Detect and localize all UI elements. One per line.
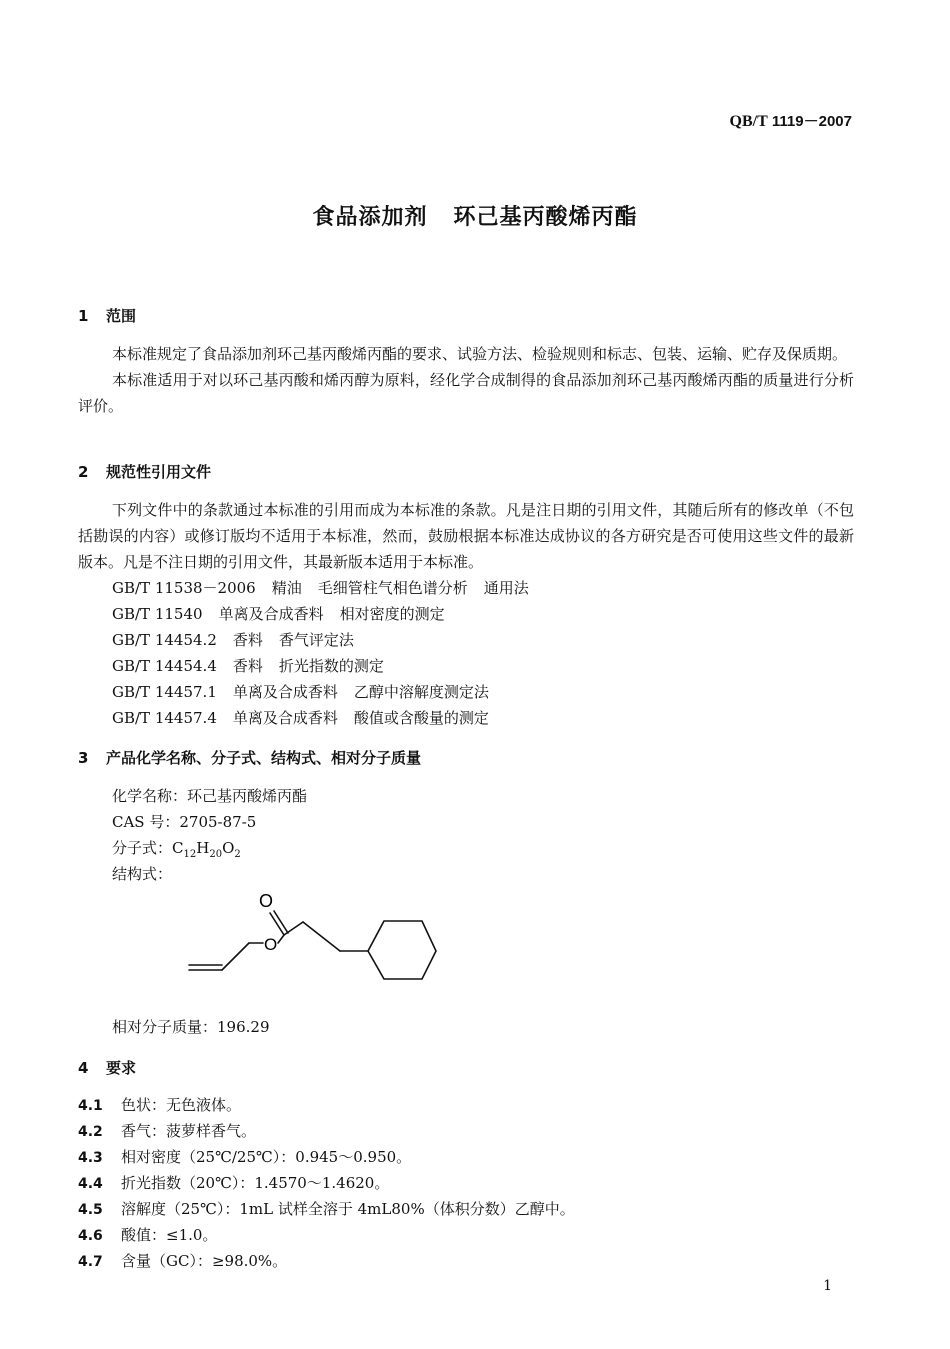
formula-label: 分子式：: [112, 839, 173, 857]
requirement-item: [78, 1224, 217, 1245]
structural-formula-diagram: [180, 885, 450, 985]
cas-label: CAS 号：: [112, 813, 180, 831]
reference-item: [112, 603, 445, 624]
allyl-chain-bond: [222, 943, 249, 970]
section-3-number: 3: [78, 749, 89, 767]
section-2-number: 2: [78, 463, 89, 481]
formula-o-count: 2: [234, 849, 241, 860]
reference-code: GB/T 14454.4: [112, 657, 217, 675]
ester-oxygen-label: O: [264, 935, 278, 954]
chemical-name-value: 环己基丙酸烯丙酯: [187, 787, 308, 805]
section-1-paragraph-2: 本标准适用于对以环己基丙酸和烯丙醇为原料，经化学合成制得的食品添加剂环己基丙酸烯丙酯的质量进行分析评价。: [78, 371, 854, 415]
formula-h-count: 20: [209, 849, 223, 860]
requirement-number: 4.7: [78, 1254, 103, 1270]
reference-part-c: 通用法: [483, 579, 529, 597]
requirement-text: 溶解度（25℃）：1mL 试样全溶于 4mL80%（体积分数）乙醇中。: [121, 1200, 575, 1218]
requirement-item: [78, 1172, 389, 1193]
reference-part-a: 香料: [232, 657, 263, 675]
reference-code: GB/T 14457.4: [112, 709, 217, 727]
requirement-text: 香气：菠萝样香气。: [121, 1122, 257, 1140]
chain-bond-1: [284, 922, 303, 935]
requirement-text: 折光指数（20℃）：1.4570～1.4620。: [121, 1174, 390, 1192]
standard-code: 1119－2007: [771, 113, 852, 130]
structure-label: 结构式：: [112, 865, 173, 883]
reference-code: GB/T 11540: [112, 605, 203, 623]
section-1-heading: [78, 305, 136, 326]
standard-number: [730, 110, 853, 131]
page-title: [0, 200, 950, 231]
cyclohexane-ring: [368, 921, 436, 979]
page-number: 1: [823, 1278, 832, 1294]
reference-part-a: 单离及合成香料: [218, 605, 324, 623]
requirement-number: 4.1: [78, 1098, 103, 1114]
title-part-2: 环己基丙酸烯丙酯: [453, 205, 638, 230]
chain-bond-2: [303, 922, 340, 951]
requirement-text: 含量（GC）：≥98.0%。: [121, 1252, 288, 1270]
section-2-body: [78, 497, 854, 575]
chemical-name-label: 化学名称：: [112, 787, 188, 805]
section-1-number: 1: [78, 307, 89, 325]
requirement-item: [78, 1250, 287, 1271]
requirement-number: 4.5: [78, 1202, 103, 1218]
formula-line: [112, 837, 241, 860]
reference-part-b: 毛细管柱气相色谱分析: [317, 579, 468, 597]
requirement-item: [78, 1120, 256, 1141]
reference-part-b: 相对密度的测定: [339, 605, 445, 623]
section-4-title: 要求: [106, 1059, 137, 1077]
reference-part-b: 酸值或含酸量的测定: [353, 709, 489, 727]
section-4-heading: [78, 1057, 136, 1078]
reference-item: [112, 655, 384, 676]
requirement-item: [78, 1198, 575, 1219]
o-carbonyl-bond: [278, 935, 284, 943]
reference-item: [112, 707, 489, 728]
requirement-text: 酸值：≤1.0。: [121, 1226, 218, 1244]
requirement-item: [78, 1146, 411, 1167]
requirement-number: 4.3: [78, 1150, 103, 1166]
section-1-title: 范围: [106, 307, 137, 325]
formula-c: C: [172, 839, 184, 857]
reference-part-b: 香气评定法: [278, 631, 354, 649]
section-2-title: 规范性引用文件: [106, 463, 212, 481]
title-part-1: 食品添加剂: [312, 205, 428, 230]
molecular-mass-line: [112, 1016, 270, 1037]
reference-code: GB/T 14457.1: [112, 683, 217, 701]
carbonyl-oxygen-label: O: [259, 891, 274, 911]
reference-item: [112, 681, 489, 702]
formula-o: O: [222, 839, 235, 857]
section-1-paragraph-1: 本标准规定了食品添加剂环己基丙酸烯丙酯的要求、试验方法、检验规则和标志、包装、运输、贮存及保质期。: [112, 345, 848, 363]
formula-c-count: 12: [183, 849, 197, 860]
reference-code: GB/T 14454.2: [112, 631, 217, 649]
section-4-number: 4: [78, 1059, 89, 1077]
cas-line: [112, 811, 256, 832]
section-1-body: [78, 341, 854, 419]
reference-part-a: 单离及合成香料: [232, 683, 338, 701]
reference-part-b: 乙醇中溶解度测定法: [353, 683, 489, 701]
section-2-heading: [78, 461, 211, 482]
reference-part-a: 精油: [271, 579, 302, 597]
formula-h: H: [196, 839, 210, 857]
cas-value: 2705-87-5: [179, 813, 257, 831]
requirement-text: 色状：无色液体。: [121, 1096, 242, 1114]
reference-part-a: 单离及合成香料: [232, 709, 338, 727]
standard-prefix: QB/T: [729, 113, 768, 130]
molecular-mass-value: 196.29: [217, 1018, 270, 1036]
section-2-paragraph-1: 下列文件中的条款通过本标准的引用而成为本标准的条款。凡是注日期的引用文件，其随后所有的修改单（不包括勘误的内容）或修订版均不适用于本标准，然而，鼓励根据本标准达成协议的各方研究是否可使用这些文件的最新版本。凡是不注日期的引用文件，其最新版本适用于本标准。: [78, 501, 854, 571]
requirement-item: [78, 1094, 241, 1115]
requirement-number: 4.2: [78, 1124, 103, 1140]
reference-code: GB/T 11538－2006: [112, 579, 256, 597]
requirement-number: 4.6: [78, 1228, 103, 1244]
section-3-heading: [78, 747, 421, 768]
reference-item: [112, 577, 529, 598]
reference-item: [112, 629, 354, 650]
molecular-formula: [172, 839, 241, 860]
chemical-name-line: [112, 785, 307, 806]
section-3-title: 产品化学名称、分子式、结构式、相对分子质量: [106, 749, 422, 767]
molecular-mass-label: 相对分子质量：: [112, 1018, 218, 1036]
reference-part-a: 香料: [232, 631, 263, 649]
reference-part-b: 折光指数的测定: [278, 657, 384, 675]
requirement-text: 相对密度（25℃/25℃）：0.945～0.950。: [121, 1148, 412, 1166]
requirement-number: 4.4: [78, 1176, 103, 1192]
